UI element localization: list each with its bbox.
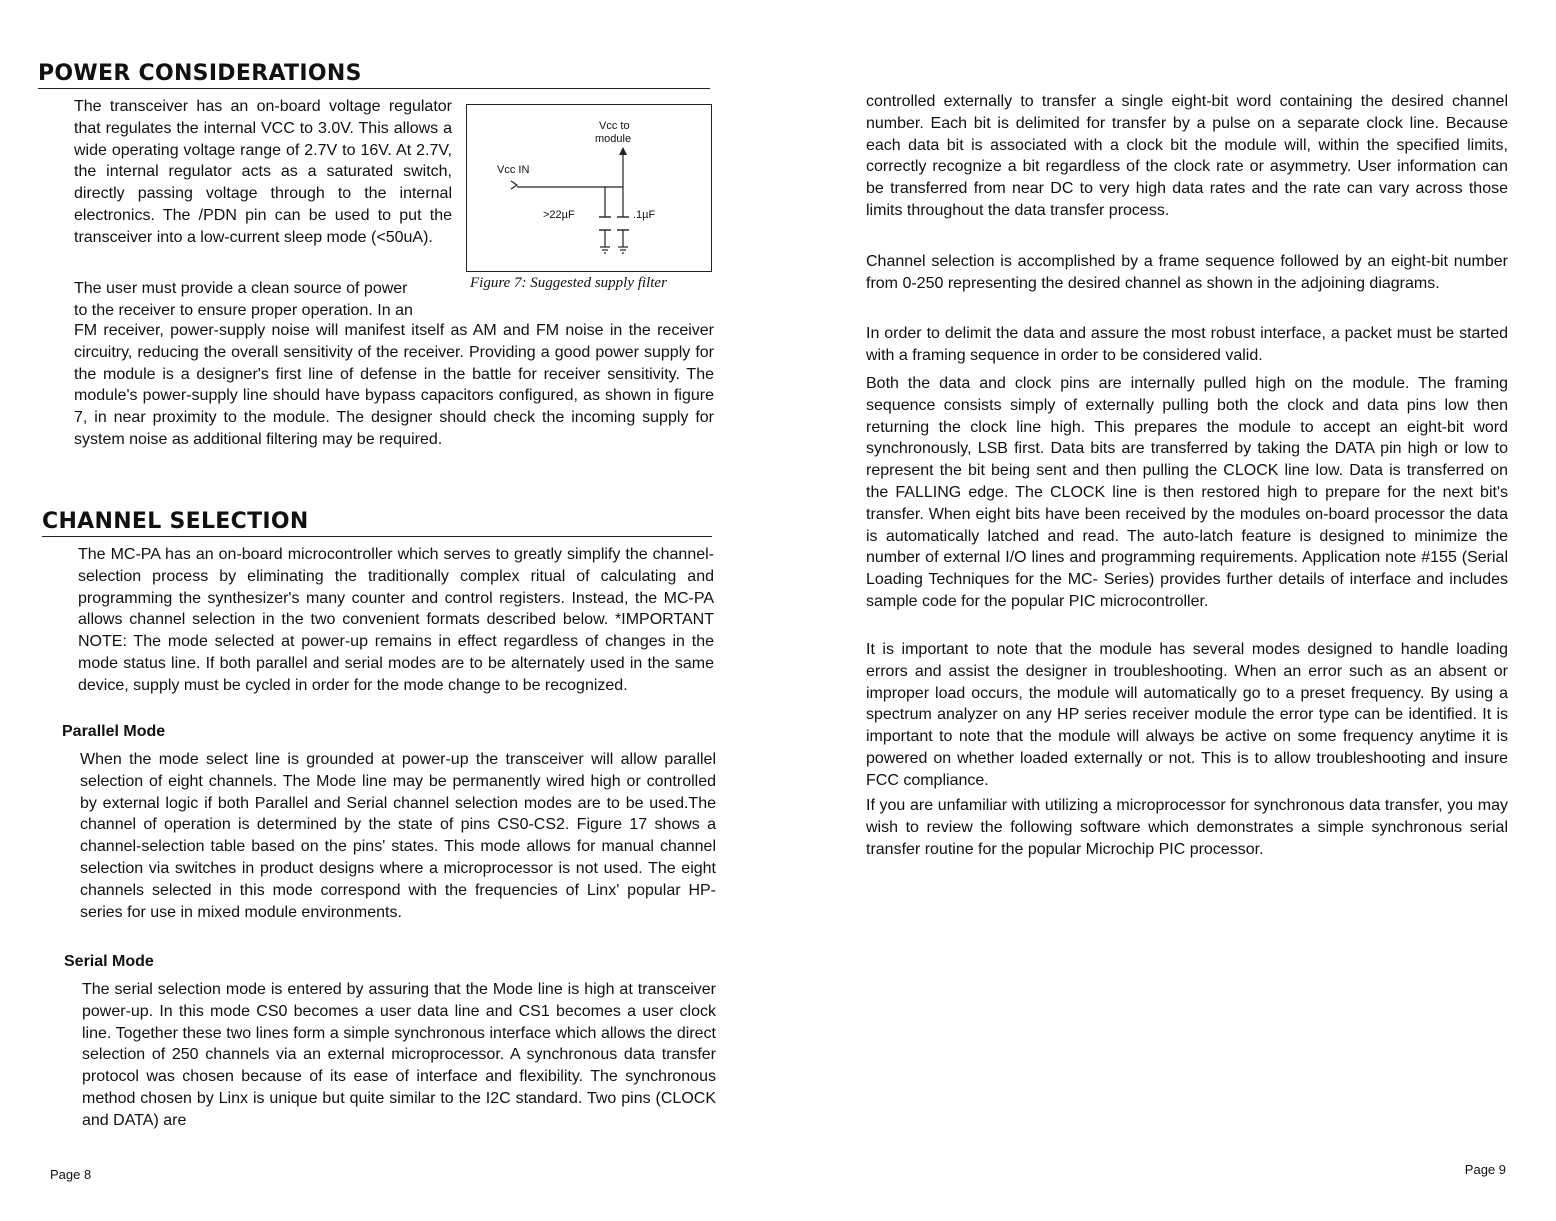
vcc-out-label-1: Vcc to: [599, 120, 630, 132]
right-paragraph-6: If you are unfamiliar with utilizing a microprocessor for synchronous data transfer, you may wish to review the following software which demonstrates a simple synchronous serial transfer routine for the popular Microchip PIC processor.: [866, 797, 1508, 858]
right-paragraph-2: Channel selection is accomplished by a frame sequence followed by an eight-bit number from 0-250 representing the desired channel as shown in the adjoining diagrams.: [866, 253, 1508, 292]
power-paragraph-1: The transceiver has an on-board voltage regulator that regulates the internal VCC to 3.0V. This allows a wide operating voltage range of 2.7V to 16V. At 2.7V, the internal regulator acts as a saturated switch, directly passing voltage through to the internal electronics. The /PDN pin can be used to put the transceiver into a low-current sleep mode (<50uA).: [74, 98, 452, 246]
page-number-right: Page 9: [1464, 1162, 1506, 1177]
cap2-label: .1µF: [633, 209, 656, 221]
power-paragraph-2-rest: FM receiver, power-supply noise will manifest itself as AM and FM noise in the receiver circuitry, reducing the overall sensitivity of the receiver. Providing a good power supply for the module is a designer's first line of defense in the battle for receiver sensitivity. The module's power-supply line should have bypass capacitors configured, as shown in figure 7, in near proximity to the module. The designer should check the incoming supply for system noise as additional filtering may be required.: [74, 322, 714, 448]
channel-paragraph-1: The MC-PA has an on-board microcontroller which serves to greatly simplify the channel-selection process by eliminating the traditionally complex ritual of calculating and programming the synthesizer's many counter and control registers. Instead, the MC-PA allows channel selection in the two convenient formats described below. *IMPORTANT NOTE: The mode selected at power-up remains in effect regardless of changes in the mode status line. If both parallel and serial modes are to be alternately used in the same device, supply must be cycled in order for the mode change to be recognized.: [78, 546, 714, 694]
page-number-left: Page 8: [50, 1167, 92, 1182]
parallel-mode-heading: Parallel Mode: [62, 723, 166, 740]
right-paragraph-3: In order to delimit the data and assure the most robust interface, a packet must be started with a framing sequence in order to be considered valid.: [866, 325, 1508, 364]
channel-heading: CHANNEL SELECTION: [42, 509, 309, 534]
supply-filter-figure: [466, 104, 712, 272]
power-heading: POWER CONSIDERATIONS: [38, 61, 362, 86]
figure-caption: Figure 7: Suggested supply filter: [470, 275, 667, 291]
input-arrow-icon: [511, 181, 517, 189]
power-section-header: [38, 62, 710, 89]
right-paragraph-1: controlled externally to transfer a single eight-bit word containing the desired channel number. Each bit is delimited for transfer by a pulse on a separate clock line. Because each data bit is associated with a clock bit the module will, within the specified limits, correctly recognize a bit regardless of the clock rate or asymmetry. User information can be transferred from near DC to very high data rates and the rate can vary across those limits throughout the data transfer process.: [866, 93, 1508, 219]
power-paragraph-2-line-1: The user must provide a clean source of power: [74, 280, 408, 297]
right-paragraph-4: Both the data and clock pins are internally pulled high on the module. The framing sequence consists simply of externally pulling both the clock and data pins low then returning the clock line high. This prepares the module to accept an eight-bit word synchronously, LSB first. Data bits are transferred by taking the DATA pin high or low to represent the bit being sent and then pulling the CLOCK line low. Data is transferred on the FALLING edge. The CLOCK line is then restored high to prepare for the next bit's transfer. When eight bits have been received by the modules on-board processor the data is automatically latched and read. The auto-latch feature is designed to minimize the number of external I/O lines and programming requirements. Application note #155 (Serial Loading Techniques for the MC- Series) provides further details of interface and includes sample code for the popular PIC microcontroller.: [866, 375, 1508, 610]
power-paragraph-2-line-2: to the receiver to ensure proper operation. In an: [74, 302, 413, 319]
cap1-label: >22µF: [543, 209, 575, 221]
serial-mode-paragraph: The serial selection mode is entered by assuring that the Mode line is high at transceiver power-up. In this mode CS0 becomes a user data line and CS1 becomes a user clock line. Together these two lines form a simple synchronous interface which allows the direct selection of 250 channels via an external microprocessor. A synchronous data transfer protocol was chosen because of its ease of interface and flexibility. The synchronous method chosen by Linx is unique but quite similar to the I2C standard. Two pins (CLOCK and DATA) are: [82, 981, 716, 1129]
right-page: [778, 0, 1556, 1221]
vcc-out-label-2: module: [595, 133, 632, 145]
output-arrow-icon: [619, 147, 627, 155]
right-paragraph-5: It is important to note that the module has several modes designed to handle loading errors and assist the designer in troubleshooting. When an error such as an absent or improper load occurs, the module will automatically go to a preset frequency. By using a spectrum analyzer on any HP series receiver module the error type can be identified. It is important to note that the module will always be active on some frequency anytime it is powered on whether loaded externally or not. This is to allow troubleshooting and insure FCC compliance.: [866, 641, 1508, 789]
vcc-in-label: Vcc IN: [497, 164, 530, 176]
ground-icon: [600, 247, 628, 253]
supply-filter-schematic: [467, 105, 711, 271]
channel-section-header: [42, 510, 712, 537]
serial-mode-heading: Serial Mode: [64, 953, 154, 970]
parallel-mode-paragraph: When the mode select line is grounded at power-up the transceiver will allow parallel selection of eight channels. The Mode line may be permanently wired high or controlled by external logic if both Parallel and Serial channel selection modes are to be used.The channel of operation is determined by the state of pins CS0-CS2. Figure 17 shows a channel-selection table based on the pins' states. This mode allows for manual channel selection via switches in product designs where a microprocessor is not used. The eight channels selected in this mode correspond with the frequencies of Linx' popular HP-series for use in mixed module environments.: [80, 751, 716, 921]
